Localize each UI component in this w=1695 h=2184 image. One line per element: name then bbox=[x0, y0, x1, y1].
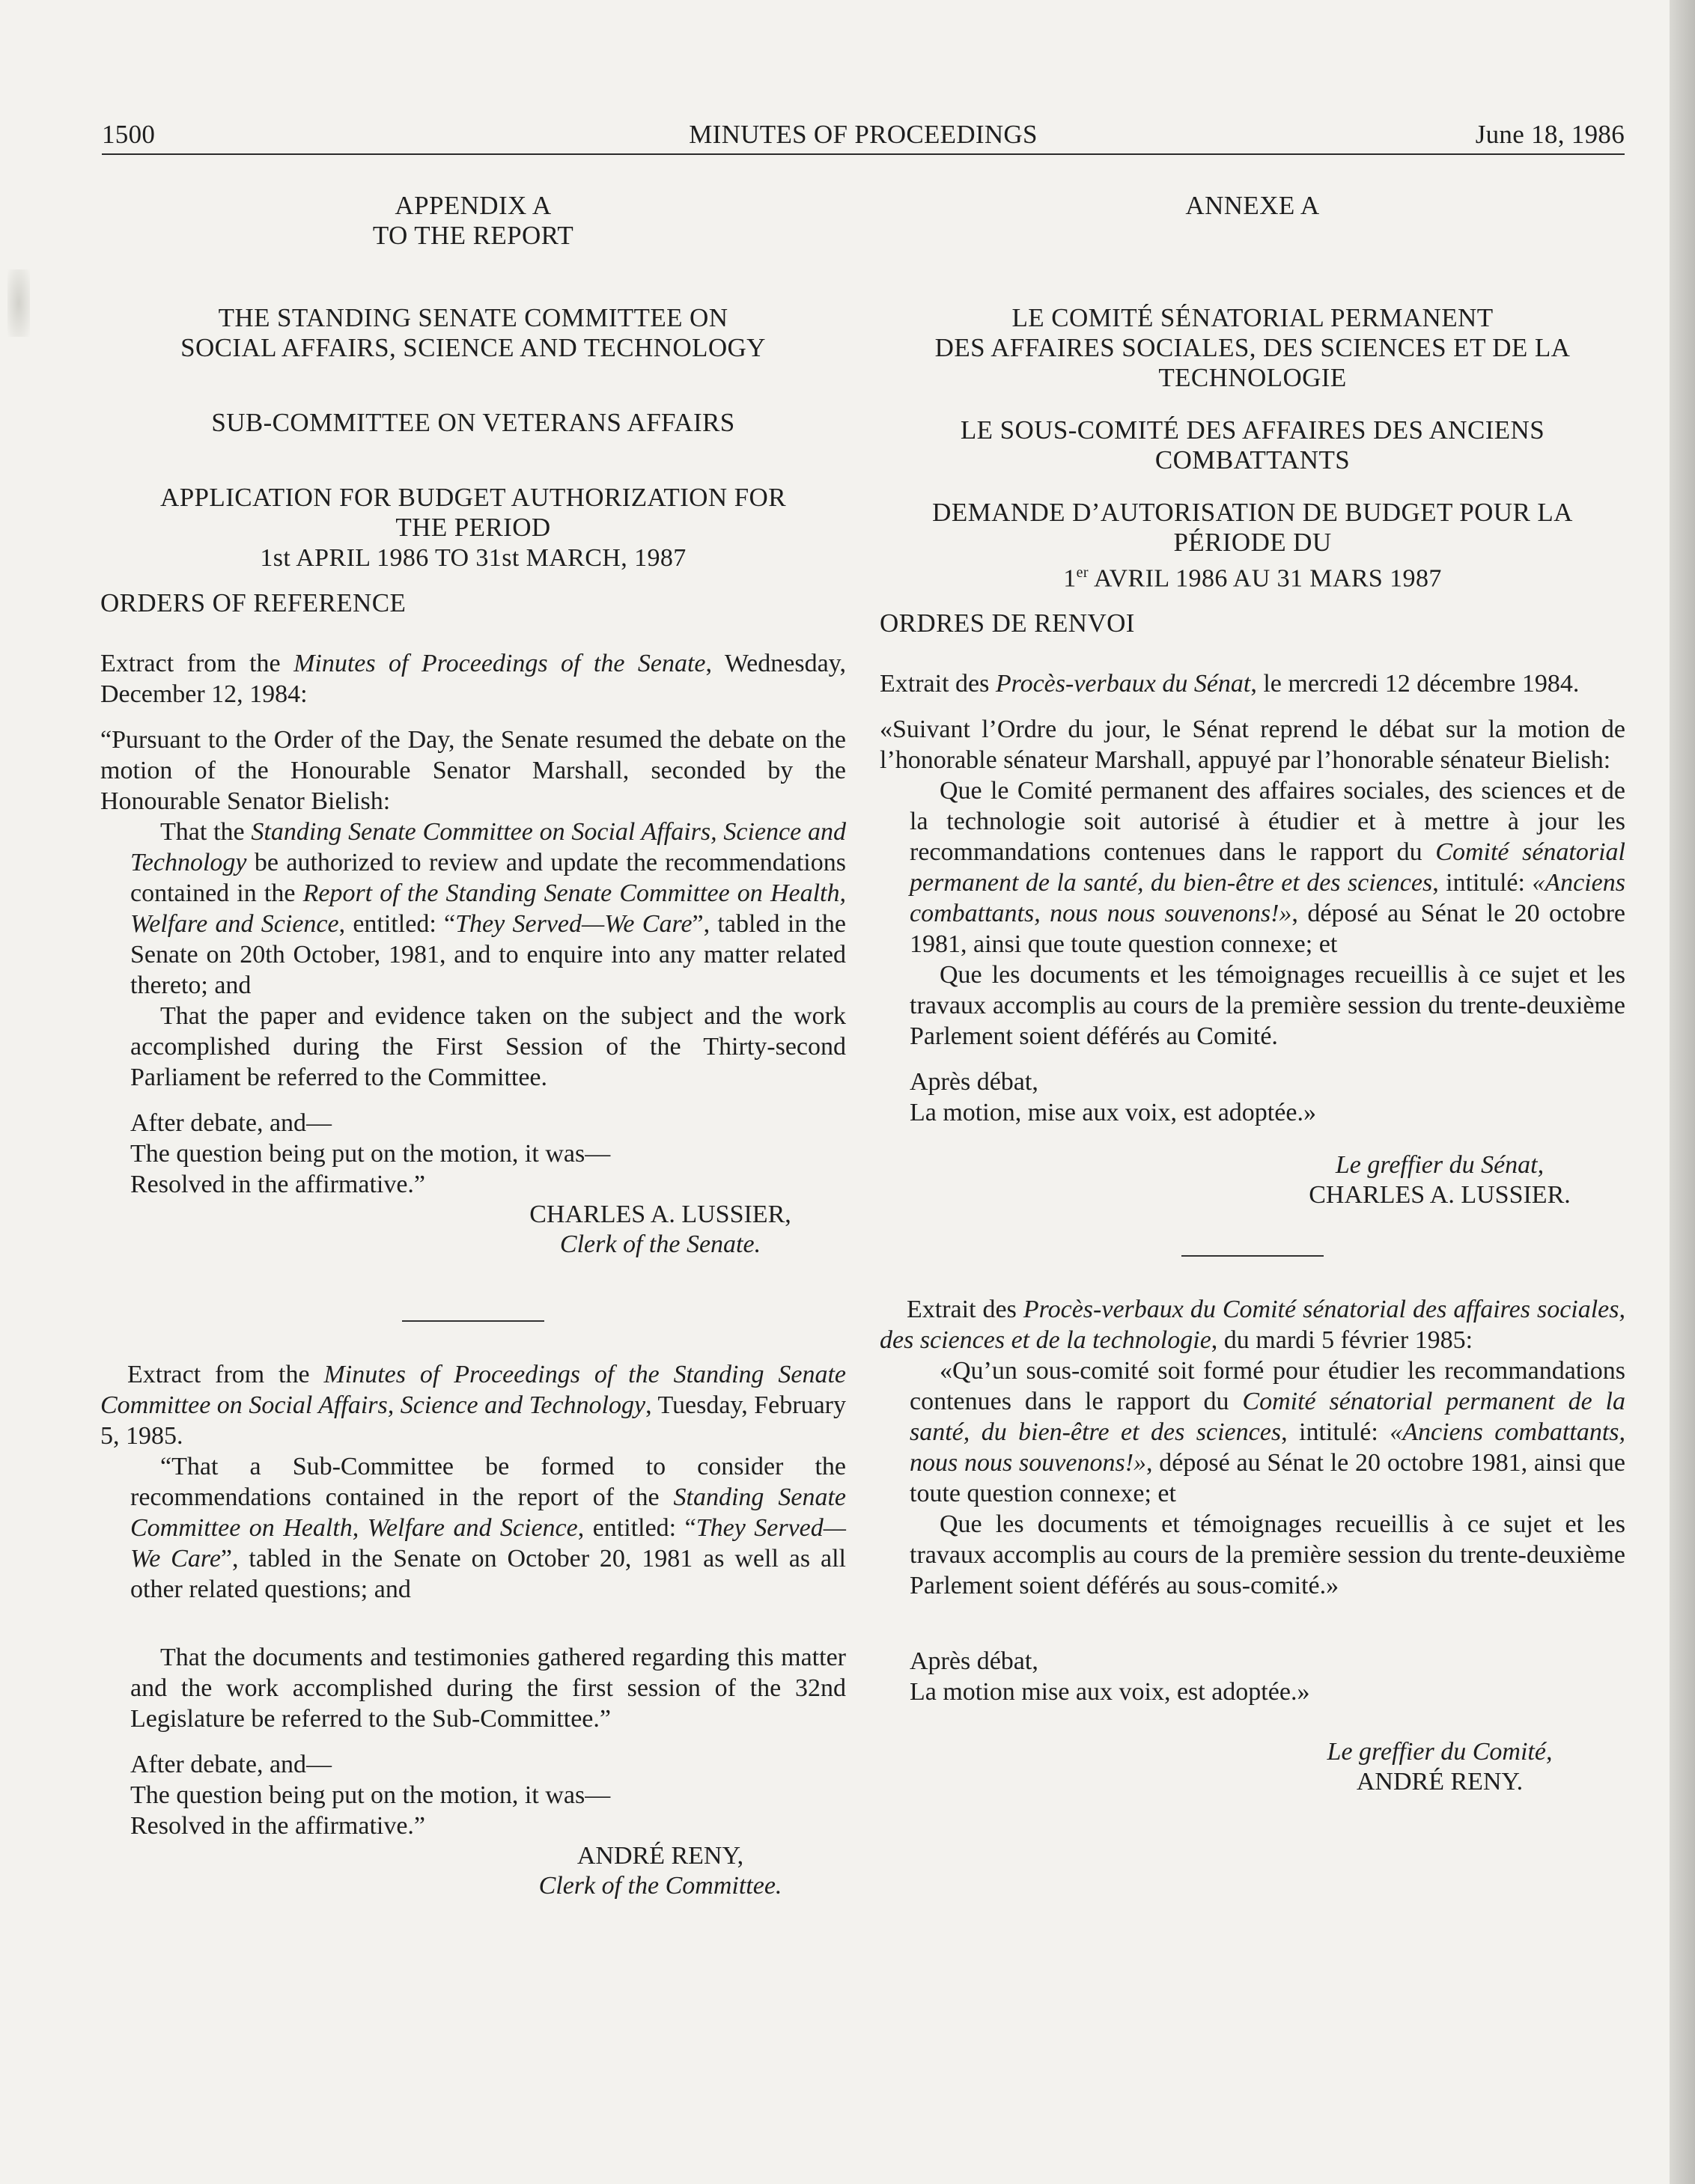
motion-adoptee-2: La motion mise aux voix, est adoptée.» bbox=[910, 1678, 1310, 1706]
signature-fr-2 bbox=[880, 1737, 1625, 1797]
motion-1-b: be authorized to review and update the recommendations contained in the bbox=[130, 849, 846, 907]
sous-motion-block bbox=[880, 1355, 1625, 1601]
sous-motion-2: Que les documents et témoignages recueillis à ce sujet et les travaux accomplis au cours de la première session du trente-deuxième Parlement soient déférés au sous-comité.» bbox=[910, 1510, 1625, 1600]
committee-line-1: THE STANDING SENATE COMMITTEE ON bbox=[218, 303, 728, 332]
sub-motion-a: “That a Sub-Committee be formed to consider the recommendations contained in the report of the bbox=[130, 1453, 846, 1511]
greffier-title: Le greffier du Sénat, bbox=[1335, 1151, 1545, 1180]
subcommittee-heading: SUB-COMMITTEE ON VETERANS AFFAIRS bbox=[211, 408, 735, 437]
comite-line-1: LE COMITÉ SÉNATORIAL PERMANENT bbox=[1011, 303, 1494, 332]
extract-1-prefix: Extract from the bbox=[100, 650, 294, 677]
sub-motion-block bbox=[100, 1451, 846, 1841]
motion-1-c: , entitled: “ bbox=[338, 910, 456, 938]
application-line-2: THE PERIOD bbox=[395, 513, 551, 542]
sous-comite-line-2: COMBATTANTS bbox=[1154, 445, 1351, 475]
motion-fr-block bbox=[880, 775, 1625, 1052]
extract-2 bbox=[100, 1359, 846, 1451]
page-stain bbox=[7, 269, 30, 337]
sous-motion-a: «Qu’un sous-comité soit formé pour étudier les recommandations contenues dans le rapport du bbox=[910, 1357, 1625, 1416]
demande-dates: AVRIL 1986 AU 31 MARS 1987 bbox=[1088, 564, 1442, 593]
signature-1 bbox=[100, 1200, 846, 1260]
sous-motion-c: , déposé au Sénat le 20 octobre 1981, ainsi que toute question connexe; et bbox=[910, 1449, 1625, 1508]
sous-motion-b: , intitulé: bbox=[1281, 1418, 1390, 1447]
demande-ordinal: er bbox=[1076, 564, 1089, 581]
sous-motion-committee: Comité sénatorial permanent de la santé, du bien-être et des sciences bbox=[910, 1388, 1625, 1447]
sub-motion-b: , entitled: “ bbox=[577, 1514, 696, 1542]
motion-fr-2: Que les documents et les témoignages recueillis à ce sujet et les travaux accomplis au cours de la première session du trente-deuxième Parlement soient déférés au Comité. bbox=[910, 961, 1625, 1051]
clerk-name: CHARLES A. LUSSIER, bbox=[529, 1201, 791, 1228]
sub-motion-c: ”, tabled in the Senate on October 20, 1981 as well as all other related questions; and bbox=[130, 1545, 846, 1603]
sous-comite-heading bbox=[880, 415, 1625, 475]
extract-1-suffix: , Wednesday, December 12, 1984: bbox=[100, 650, 846, 708]
sub-motion-2: That the documents and testimonies gathered regarding this matter and the work accomplished during the first session of the 32nd Legislature be referred to the Sub-Committee.” bbox=[130, 1644, 846, 1733]
demande-day: 1 bbox=[1063, 564, 1077, 593]
extrait-2-prefix: Extrait des bbox=[907, 1296, 1023, 1324]
motion-adoptee: La motion, mise aux voix, est adoptée.» bbox=[910, 1099, 1316, 1127]
extract-2-source: Minutes of Proceedings of the Standing Senate Committee on Social Affairs, Science and Technology bbox=[100, 1361, 846, 1419]
motion-fr-1-a: Que le Comité permanent des affaires sociales, des sciences et de la technologie soit autorisé à étudier et à mettre à jour les recommandations contenues dans le rapport du bbox=[910, 777, 1625, 867]
application-period: 1st APRIL 1986 TO 31st MARCH, 1987 bbox=[260, 544, 687, 572]
appendix-subline: TO THE REPORT bbox=[372, 221, 574, 250]
separator-rule-fr bbox=[1181, 1255, 1324, 1257]
extract-1 bbox=[100, 648, 846, 710]
question-put-2: The question being put on the motion, it was— bbox=[130, 1781, 611, 1809]
clerk-2-title: Clerk of the Committee. bbox=[538, 1872, 782, 1900]
extract-1-source: Minutes of Proceedings of the Senate bbox=[293, 650, 706, 677]
application-heading bbox=[100, 483, 846, 573]
motion-fr-1 bbox=[910, 775, 1625, 960]
extract-2-prefix: Extract from the bbox=[127, 1361, 324, 1388]
motion-1-d: ”, tabled in the Senate on 20th October, 1981, and to enquire into any matter related thereto; and bbox=[130, 910, 846, 999]
motion-fr-1-title: «Anciens combattants, nous nous souvenons!» bbox=[910, 869, 1625, 928]
greffier-name: CHARLES A. LUSSIER. bbox=[1309, 1181, 1571, 1210]
sous-comite-line-1: LE SOUS-COMITÉ DES AFFAIRES DES ANCIENS bbox=[960, 415, 1545, 445]
question-put: The question being put on the motion, it was— bbox=[130, 1140, 611, 1168]
apres-debat: Après débat, bbox=[910, 1068, 1038, 1096]
committee-line-2: SOCIAL AFFAIRS, SCIENCE AND TECHNOLOGY bbox=[180, 333, 766, 362]
motion-1-title: They Served—We Care bbox=[455, 910, 693, 938]
after-debate-2: After debate, and— bbox=[130, 1751, 332, 1778]
comite-line-3: TECHNOLOGIE bbox=[1158, 363, 1347, 392]
extrait-1-prefix: Extrait des bbox=[880, 670, 996, 698]
extrait-2-source: Procès-verbaux du Comité sénatorial des affaires sociales, des sciences et de la technologie bbox=[880, 1296, 1626, 1355]
motion-fr-1-report: Comité sénatorial permanent de la santé, du bien-être et des sciences bbox=[910, 838, 1626, 897]
appendix-heading bbox=[100, 191, 846, 251]
signature-2 bbox=[100, 1841, 846, 1901]
page-number: 1500 bbox=[102, 120, 156, 149]
greffier-2-title: Le greffier du Comité, bbox=[1327, 1738, 1553, 1766]
pursuant-paragraph: “Pursuant to the Order of the Day, the Senate resumed the debate on the motion of the Honourable Senator Marshall, seconded by the Honourable Senator Bielish: bbox=[100, 726, 846, 815]
signature-fr-1 bbox=[880, 1150, 1625, 1210]
english-column bbox=[100, 191, 846, 1901]
extrait-1-source: Procès-verbaux du Sénat bbox=[995, 670, 1251, 698]
resolved-2: Resolved in the affirmative.” bbox=[130, 1812, 426, 1840]
running-title: MINUTES OF PROCEEDINGS bbox=[689, 120, 1038, 149]
sub-motion-title: They Served—We Care bbox=[130, 1514, 846, 1573]
comite-line-2: DES AFFAIRES SOCIALES, DES SCIENCES ET DE LA bbox=[934, 333, 1571, 362]
extrait-2-suffix: , du mardi 5 février 1985: bbox=[1211, 1326, 1473, 1355]
motion-1-a: That the bbox=[160, 818, 252, 846]
clerk-2-name: ANDRÉ RENY, bbox=[576, 1842, 744, 1870]
suivant-paragraph: «Suivant l’Ordre du jour, le Sénat reprend le débat sur la motion de l’honorable sénateur Marshall, appuyé par l’honorable sénateur Bielish: bbox=[880, 716, 1625, 775]
clerk-title: Clerk of the Senate. bbox=[559, 1230, 761, 1258]
greffier-2-name: ANDRÉ RENY. bbox=[1356, 1768, 1524, 1796]
appendix-line: APPENDIX A bbox=[395, 191, 552, 220]
sous-motion-1 bbox=[910, 1355, 1625, 1509]
demande-line-1: DEMANDE D’AUTORISATION DE BUDGET POUR LA bbox=[932, 498, 1573, 527]
extrait-1 bbox=[880, 668, 1625, 699]
extrait-2 bbox=[880, 1294, 1625, 1355]
header-date: June 18, 1986 bbox=[1475, 120, 1625, 149]
sous-motion-title: «Anciens combattants, nous nous souvenons!» bbox=[910, 1418, 1626, 1477]
french-column bbox=[880, 191, 1625, 1797]
header-rule bbox=[102, 153, 1625, 155]
ordres-heading: ORDRES DE RENVOI bbox=[880, 608, 1135, 638]
annexe-heading: ANNEXE A bbox=[1185, 191, 1320, 220]
resolved: Resolved in the affirmative.” bbox=[130, 1171, 426, 1198]
page-header bbox=[102, 120, 1625, 154]
extract-2-suffix: , Tuesday, February 5, 1985. bbox=[100, 1391, 847, 1450]
application-line-1: APPLICATION FOR BUDGET AUTHORIZATION FOR bbox=[160, 483, 786, 512]
motion-1-report: Report of the Standing Senate Committee on Health, Welfare and Science bbox=[130, 879, 846, 938]
motion-1 bbox=[130, 817, 846, 1001]
motion-2: That the paper and evidence taken on the subject and the work accomplished during the First Session of the Thirty-second Parliament be referred to the Committee. bbox=[130, 1002, 846, 1091]
motion-block bbox=[100, 817, 846, 1200]
committee-heading bbox=[100, 303, 846, 363]
motion-fr-1-c: , déposé au Sénat le 20 octobre 1981, ainsi que toute question connexe; et bbox=[910, 900, 1625, 959]
sub-motion-committee: Standing Senate Committee on Health, Welfare and Science bbox=[130, 1483, 846, 1542]
apres-debat-2: Après débat, bbox=[910, 1647, 1038, 1676]
demande-period bbox=[880, 558, 1625, 594]
after-debate: After debate, and— bbox=[130, 1109, 332, 1137]
comite-heading bbox=[880, 303, 1625, 393]
extrait-1-suffix: , le mercredi 12 décembre 1984. bbox=[1250, 670, 1580, 698]
motion-1-committee: Standing Senate Committee on Social Affairs, Science and Technology bbox=[130, 818, 847, 876]
motion-fr-1-b: , intitulé: bbox=[1432, 869, 1533, 897]
demande-heading bbox=[880, 498, 1625, 594]
sub-motion-1 bbox=[130, 1451, 846, 1605]
page-edge bbox=[1670, 0, 1695, 2184]
demande-line-2: PÉRIODE DU bbox=[1173, 528, 1332, 557]
separator-rule bbox=[402, 1320, 544, 1322]
orders-heading: ORDERS OF REFERENCE bbox=[100, 588, 407, 617]
